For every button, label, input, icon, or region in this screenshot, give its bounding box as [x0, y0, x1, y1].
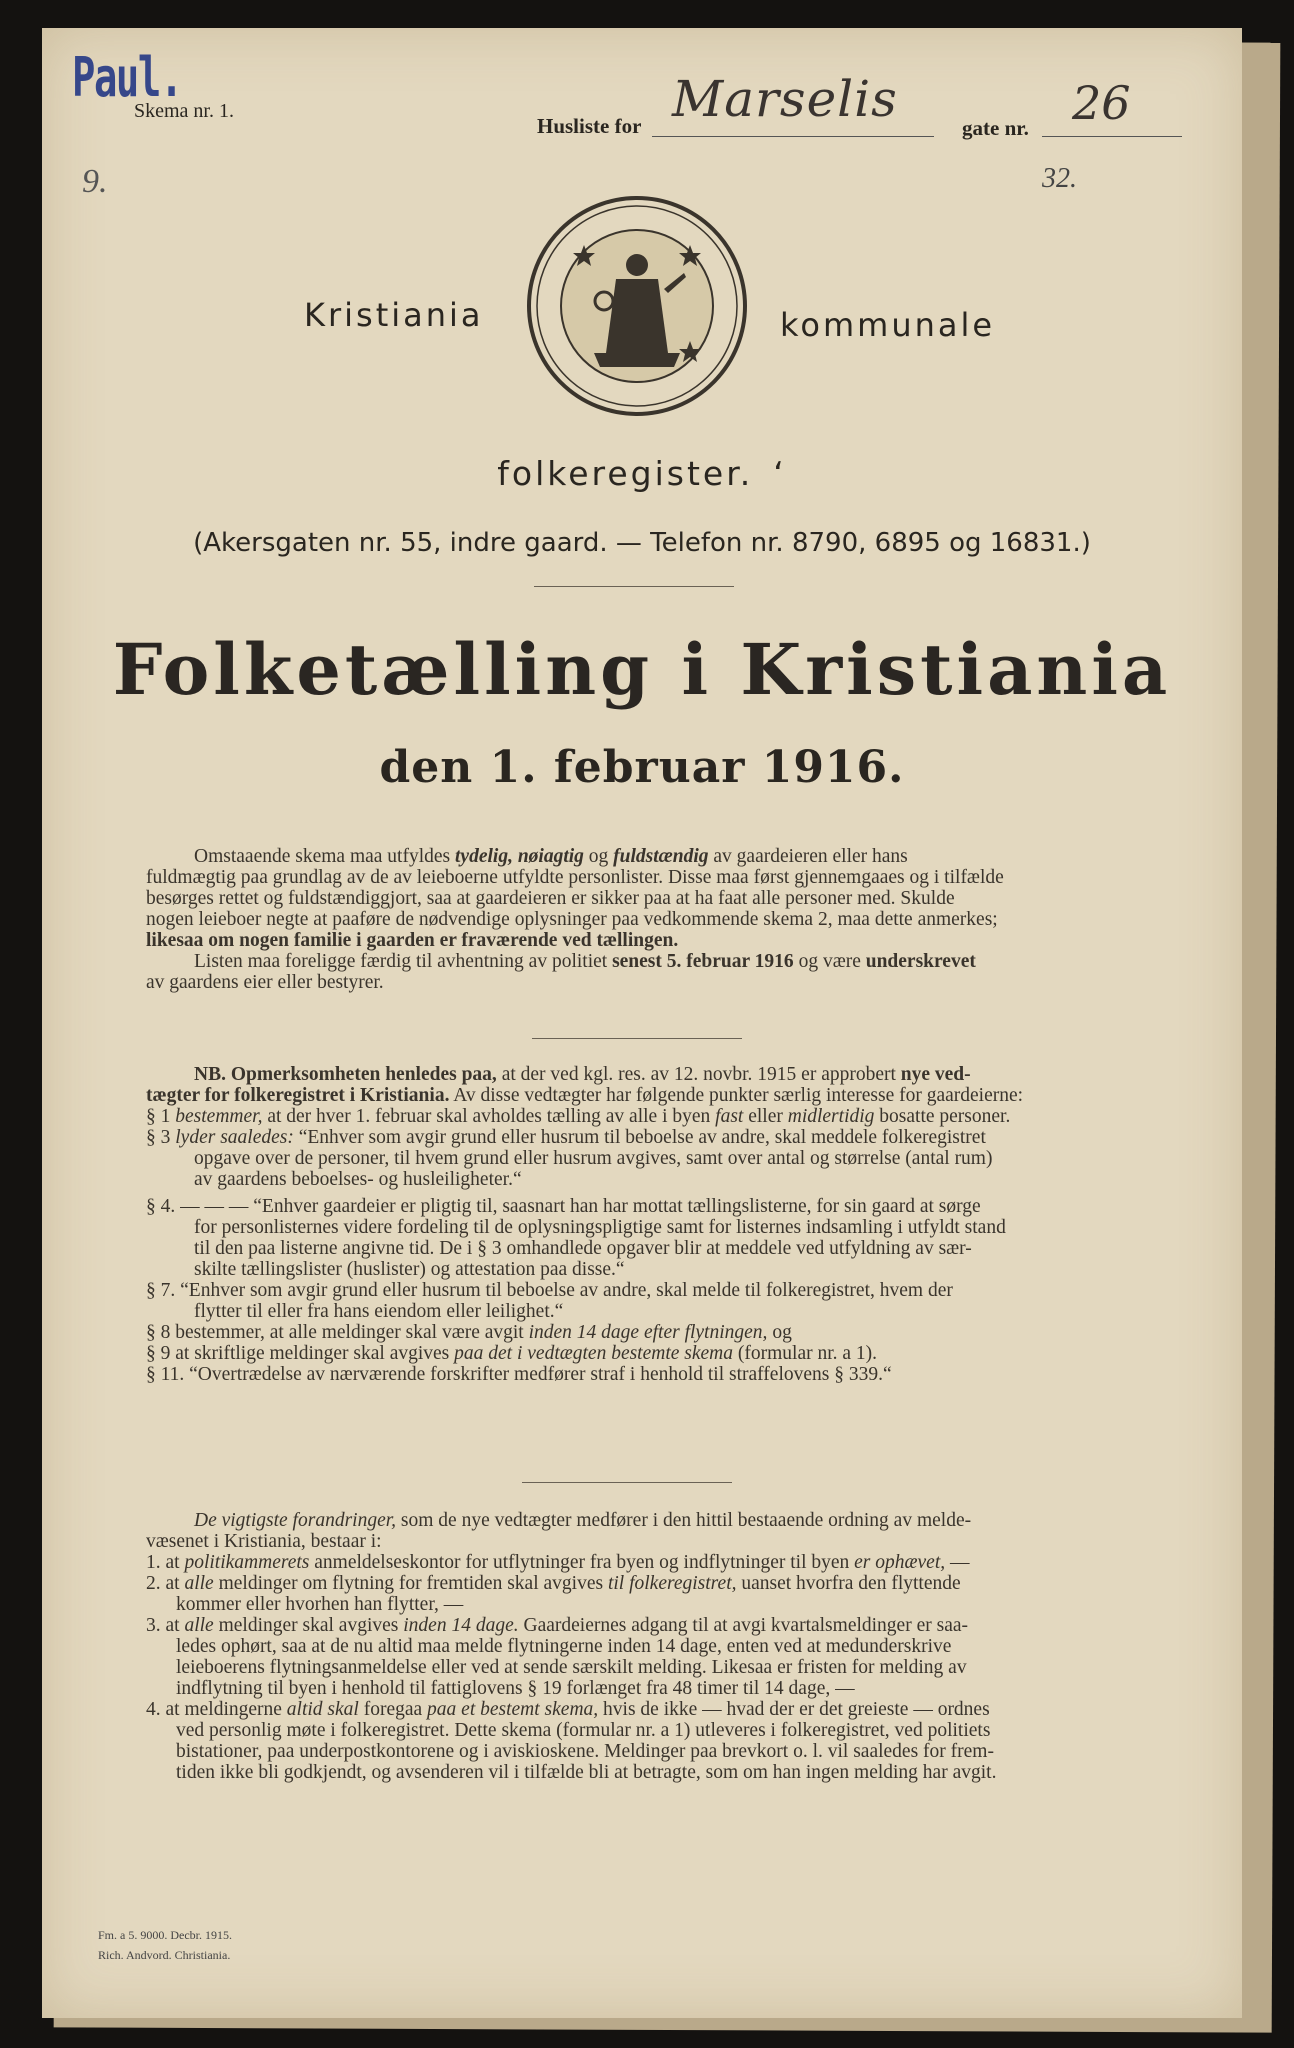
intro-line: nogen leieboer negte at paaføre de nødvendige oplysninger paa vedkommende skema 2, maa dette anmerkes; [146, 909, 998, 930]
divider [534, 586, 734, 587]
divider [522, 1482, 732, 1483]
nb-paragraph-11: § 11. “Overtrædelse av nærværende forskrifter medfører straf i henhold til straffelovens § 339.“ [146, 1364, 892, 1385]
nb-line: flytter til eller fra hans eiendom eller leilighet.“ [194, 1301, 564, 1322]
printer-name: Rich. Andvord. Christiania. [98, 1948, 231, 1962]
changes-section [146, 1510, 1224, 1783]
gate-label: gate nr. [962, 116, 1029, 140]
office-right-word: kommunale [780, 306, 996, 344]
intro-paragraph [146, 846, 1224, 993]
husliste-label: Husliste for [537, 114, 642, 138]
margin-note-right: 32. [1042, 163, 1077, 194]
change-item-1: 1. at politikammerets anmeldelseskontor for utflytninger fra byen og indflytninger til byen er ophævet, — [146, 1552, 970, 1573]
street-name-handwritten: Marselis [672, 70, 898, 128]
nb-line: NB. Opmerksomheten henledes paa, at der ved kgl. res. av 12. novbr. 1915 er approbert nye ved- [194, 1064, 971, 1085]
office-left-word: Kristiania [304, 296, 484, 334]
changes-line: indflytning til byen i henhold til fattiglovens § 19 forlænget fra 48 timer til 14 dage, — [176, 1678, 855, 1699]
margin-note-left: 9. [82, 163, 108, 200]
divider [532, 1038, 742, 1039]
changes-line: kommer eller hvorhen han flytter, — [176, 1594, 464, 1615]
changes-line: bistationer, paa underpostkontorene og i aviskioskene. Meldinger paa brevkort o. l. vil saaledes for frem- [176, 1741, 994, 1762]
changes-line: tiden ikke bli godkjendt, og avsenderen vil i tilfælde bli at betragte, som om han ingen melding har avgit. [176, 1762, 997, 1783]
census-title: Folketælling i Kristiania [112, 628, 1172, 711]
intro-line: av gaardens eier eller bestyrer. [146, 972, 384, 993]
changes-line: leieboerens flytningsanmeldelse eller ved at sende særskilt melding. Likesaa er fristen for melding av [176, 1657, 967, 1678]
nb-paragraph-7: § 7. “Enhver som avgir grund eller husrum til beboelse av andre, skal melde til folkeregistret, hvem der [146, 1280, 953, 1301]
nb-paragraph-4: § 4. — — — “Enhver gaardeier er pligtig til, saasnart han har mottat tællingslisterne, for sin gaard at sørge [146, 1196, 981, 1217]
intro-line: likesaa om nogen familie i gaarden er fraværende ved tællingen. [146, 930, 679, 951]
change-item-4: 4. at meldingerne altid skal foregaa paa et bestemt skema, hvis de ikke — hvad der er det greieste — ordnes [146, 1699, 990, 1720]
census-form-page [42, 28, 1242, 2018]
nb-line: opgave over de personer, til hvem grund eller husrum avgives, samt over antal og størrelse (antal rum) [194, 1148, 993, 1169]
folkeregister-text: folkeregister. [497, 454, 754, 493]
intro-line: besørges rettet og fuldstændiggjort, saa at gaardeieren er sikker paa at ha faat alle personer med. Skulde [146, 888, 955, 909]
stray-mark: ‘ [773, 454, 787, 493]
changes-line: ledes ophørt, saa at de nu altid maa melde flytningerne inden 14 dage, enten ved at medunderskrive [176, 1636, 952, 1657]
husliste-underline [652, 136, 934, 137]
nb-line: av gaardens beboelses- og husleiligheter.“ [194, 1169, 522, 1190]
printer-note: Fm. a 5. 9000. Decbr. 1915. [98, 1928, 232, 1942]
office-subtitle [42, 454, 1242, 493]
gate-number-handwritten: 26 [1072, 76, 1131, 130]
intro-line: fuldmægtig paa grundlag av de av leieboerne utfyldte personlister. Disse maa først gjennemgaaes og i tilfælde [146, 867, 1004, 888]
changes-line: ved personlig møte i folkeregistret. Dette skema (formular nr. a 1) utleveres i folkeregistret, ved politiets [176, 1720, 991, 1741]
nb-paragraph-8: § 8 bestemmer, at alle meldinger skal være avgit inden 14 dage efter flytningen, og [146, 1322, 792, 1343]
office-address: (Akersgaten nr. 55, indre gaard. — Telefon nr. 8790, 6895 og 16831.) [193, 528, 1091, 558]
gate-underline [1042, 136, 1182, 137]
changes-line: væsenet i Kristiania, bestaar i: [146, 1531, 382, 1552]
nb-line: for personlisternes videre fordeling til de oplysningspligtige samt for listernes indsamling i utfyldt stand [194, 1217, 1006, 1238]
change-item-2: 2. at alle meldinger om flytning for fremtiden skal avgives til folkeregistret, uanset hvorfra den flyttende [146, 1573, 961, 1594]
nb-line: skilte tællingslister (huslister) og attestation paa disse.“ [194, 1259, 625, 1280]
nb-line: tægter for folkeregistret i Kristiania. Av disse vedtægter har følgende punkter særlig interesse for gaardeierne: [146, 1085, 1024, 1106]
changes-line: De vigtigste forandringer, som de nye vedtægter medfører i den hittil bestaaende ordning av melde- [194, 1510, 972, 1531]
form-number: Skema nr. 1. [134, 100, 234, 122]
nb-line: til den paa listerne angivne tid. De i § 3 omhandlede opgaver blir at meddele ved utfyldning av sær- [194, 1238, 972, 1259]
name-stamp: Paul. [72, 46, 182, 109]
intro-line: Listen maa foreligge færdig til avhentning av politiet senest 5. februar 1916 og være underskrevet [194, 951, 976, 972]
census-date: den 1. februar 1916. [379, 742, 905, 793]
nb-paragraph-3: § 3 lyder saaledes: “Enhver som avgir grund eller husrum til beboelse av andre, skal meddele folkeregistret [146, 1127, 986, 1148]
intro-line: Omstaaende skema maa utfyldes tydelig, nøiagtig og fuldstændig av gaardeieren eller hans [194, 846, 908, 867]
nb-paragraph-9: § 9 at skriftlige meldinger skal avgives paa det i vedtægten bestemte skema (formular nr. a 1). [146, 1343, 878, 1364]
city-seal-emblem [524, 193, 750, 419]
nb-section [146, 1064, 1224, 1385]
nb-paragraph-1: § 1 bestemmer, at der hver 1. februar skal avholdes tælling av alle i byen fast eller midlertidig bosatte personer. [146, 1106, 1011, 1127]
change-item-3: 3. at alle meldinger skal avgives inden 14 dage. Gaardeiernes adgang til at avgi kvartalsmeldinger er saa- [146, 1615, 968, 1636]
